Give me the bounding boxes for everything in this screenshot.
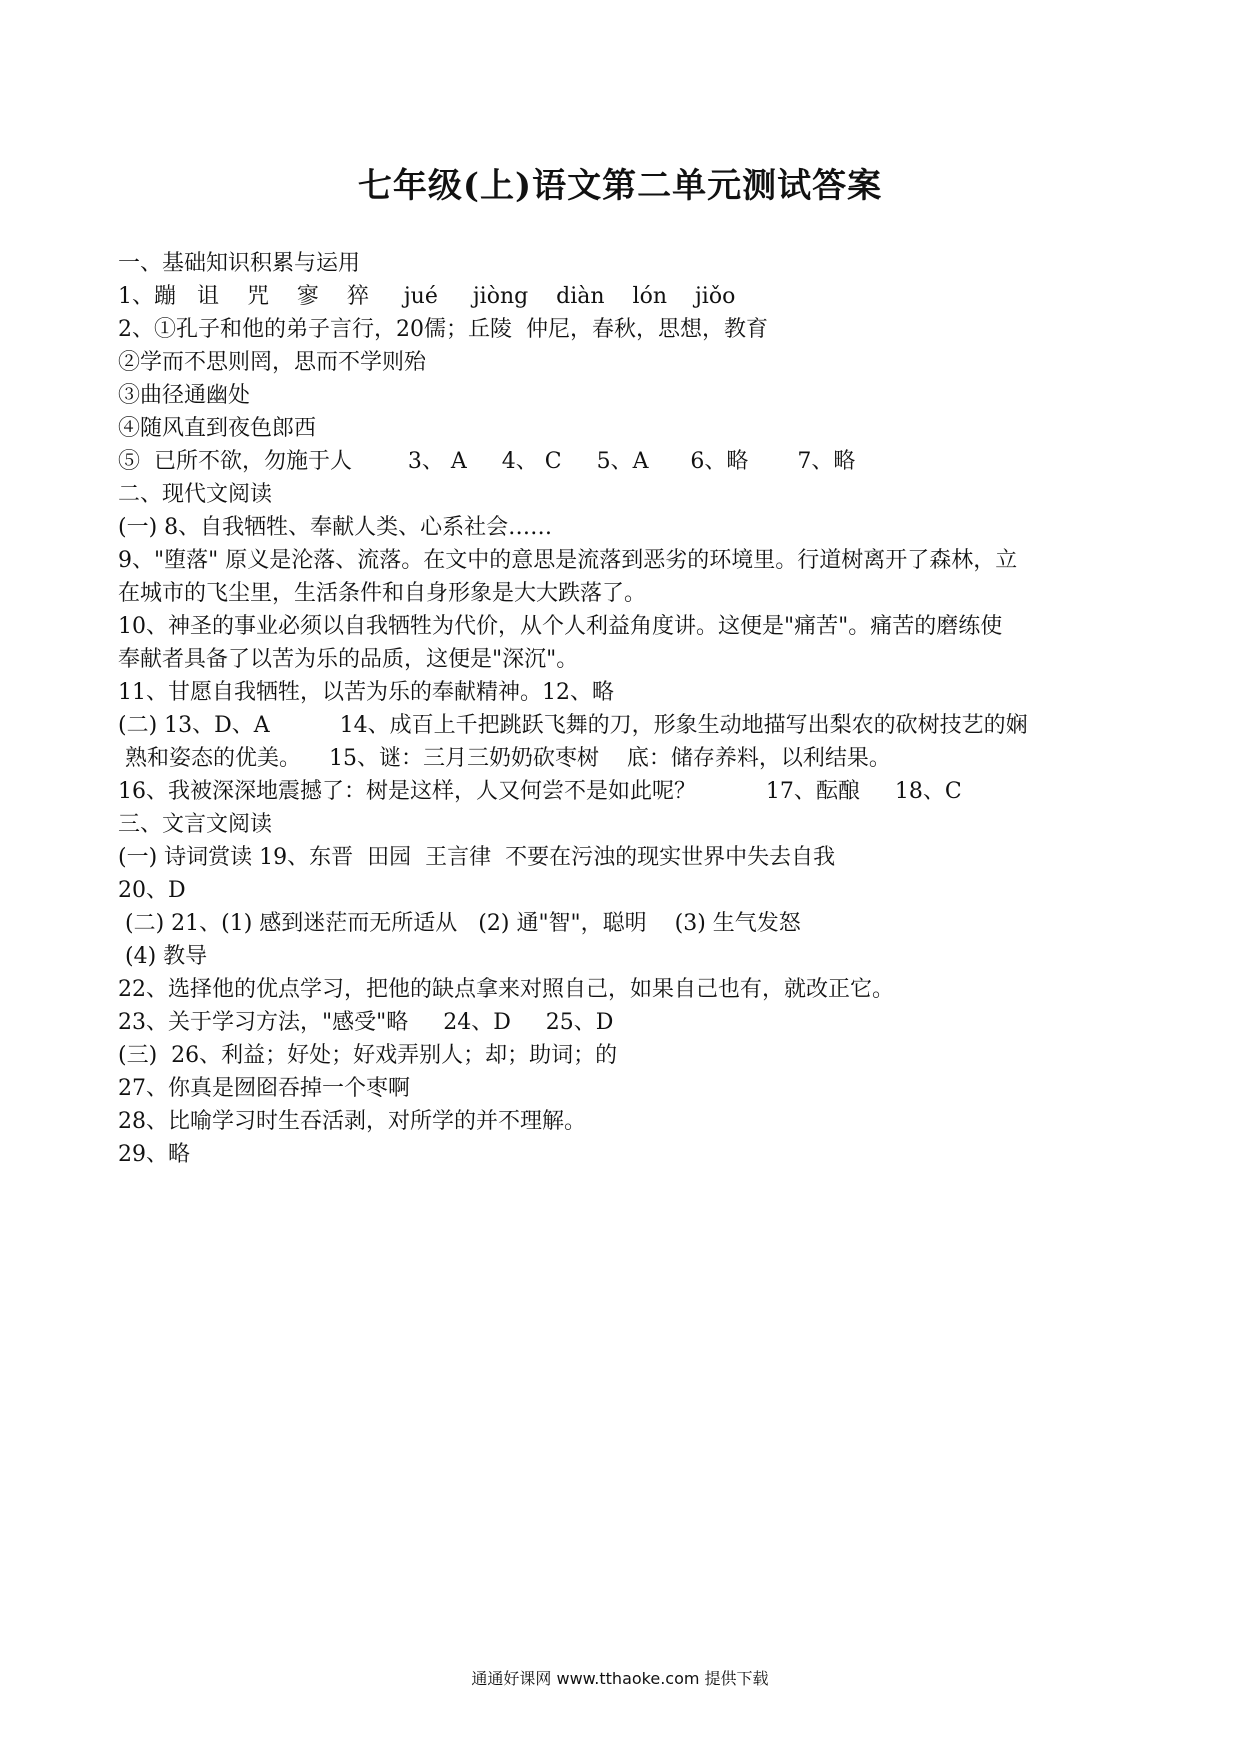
answer-line: 在城市的飞尘里，生活条件和自身形象是大大跌落了。 bbox=[118, 581, 647, 606]
answer-line: 27、你真是囫囵吞掉一个枣啊 bbox=[118, 1076, 410, 1101]
answer-line: (4) 教导 bbox=[118, 944, 208, 969]
answer-line: 1、蹦 诅 咒 寥 猝 jué jiòng diàn lón jiǒo bbox=[118, 284, 736, 309]
footer-source: 通通好课网 www.tthaoke.com 提供下载 bbox=[471, 1669, 769, 1688]
answer-line: 奉献者具备了以苦为乐的品质，这便是"深沉"。 bbox=[118, 647, 579, 672]
answer-line: 20、D bbox=[118, 878, 186, 903]
answer-line: 16、我被深深地震撼了：树是这样，人又何尝不是如此呢？ 17、酝酿 18、C bbox=[118, 779, 962, 804]
answer-line: 10、神圣的事业必须以自我牺牲为代价，从个人利益角度讲。这便是"痛苦"。痛苦的磨练使 bbox=[118, 614, 1003, 639]
section-heading: 一、基础知识积累与运用 bbox=[118, 251, 361, 276]
answer-line: 熟和姿态的优美。 15、谜：三月三奶奶砍枣树 底：储存养料，以利结果。 bbox=[118, 746, 891, 771]
answer-line: 28、比喻学习时生吞活剥，对所学的并不理解。 bbox=[118, 1109, 586, 1134]
answer-line: ②学而不思则罔，思而不学则殆 bbox=[118, 350, 427, 375]
answer-body bbox=[118, 247, 1138, 1171]
answer-line: ⑤ 已所不欲，勿施于人 3、 A 4、 C 5、A 6、略 7、略 bbox=[118, 449, 856, 474]
answer-line: (二) 21、(1) 感到迷茫而无所适从 (2) 通"智"，聪明 (3) 生气发怒 bbox=[118, 911, 801, 936]
answer-line: 22、选择他的优点学习，把他的缺点拿来对照自己，如果自己也有，就改正它。 bbox=[118, 977, 894, 1002]
answer-line: 29、略 bbox=[118, 1142, 190, 1167]
answer-line: (一) 诗词赏读 19、东晋 田园 王言律 不要在污浊的现实世界中失去自我 bbox=[118, 845, 836, 870]
answer-line: 11、甘愿自我牺牲，以苦为乐的奉献精神。12、略 bbox=[118, 680, 614, 705]
answer-line: ③曲径通幽处 bbox=[118, 383, 251, 408]
section-heading: 二、现代文阅读 bbox=[118, 482, 273, 507]
answer-line: 9、"堕落" 原义是沦落、流落。在文中的意思是流落到恶劣的环境里。行道树离开了森林，立 bbox=[118, 548, 1018, 573]
answer-line: (三) 26、利益；好处；好戏弄别人；却；助词；的 bbox=[118, 1043, 618, 1068]
answer-line: 23、关于学习方法，"感受"略 24、D 25、D bbox=[118, 1010, 614, 1035]
answer-line: (二) 13、D、A 14、成百上千把跳跃飞舞的刀，形象生动地描写出梨农的砍树技艺的娴 bbox=[118, 713, 1028, 738]
answer-line: ④随风直到夜色郎西 bbox=[118, 416, 317, 441]
page-title: 七年级(上)语文第二单元测试答案 bbox=[357, 166, 883, 206]
answer-line: (一) 8、自我牺牲、奉献人类、心系社会…… bbox=[118, 515, 553, 540]
answer-line: 2、①孔子和他的弟子言行，20儒；丘陵 仲尼，春秋，思想，教育 bbox=[118, 317, 768, 342]
section-heading: 三、文言文阅读 bbox=[118, 812, 273, 837]
